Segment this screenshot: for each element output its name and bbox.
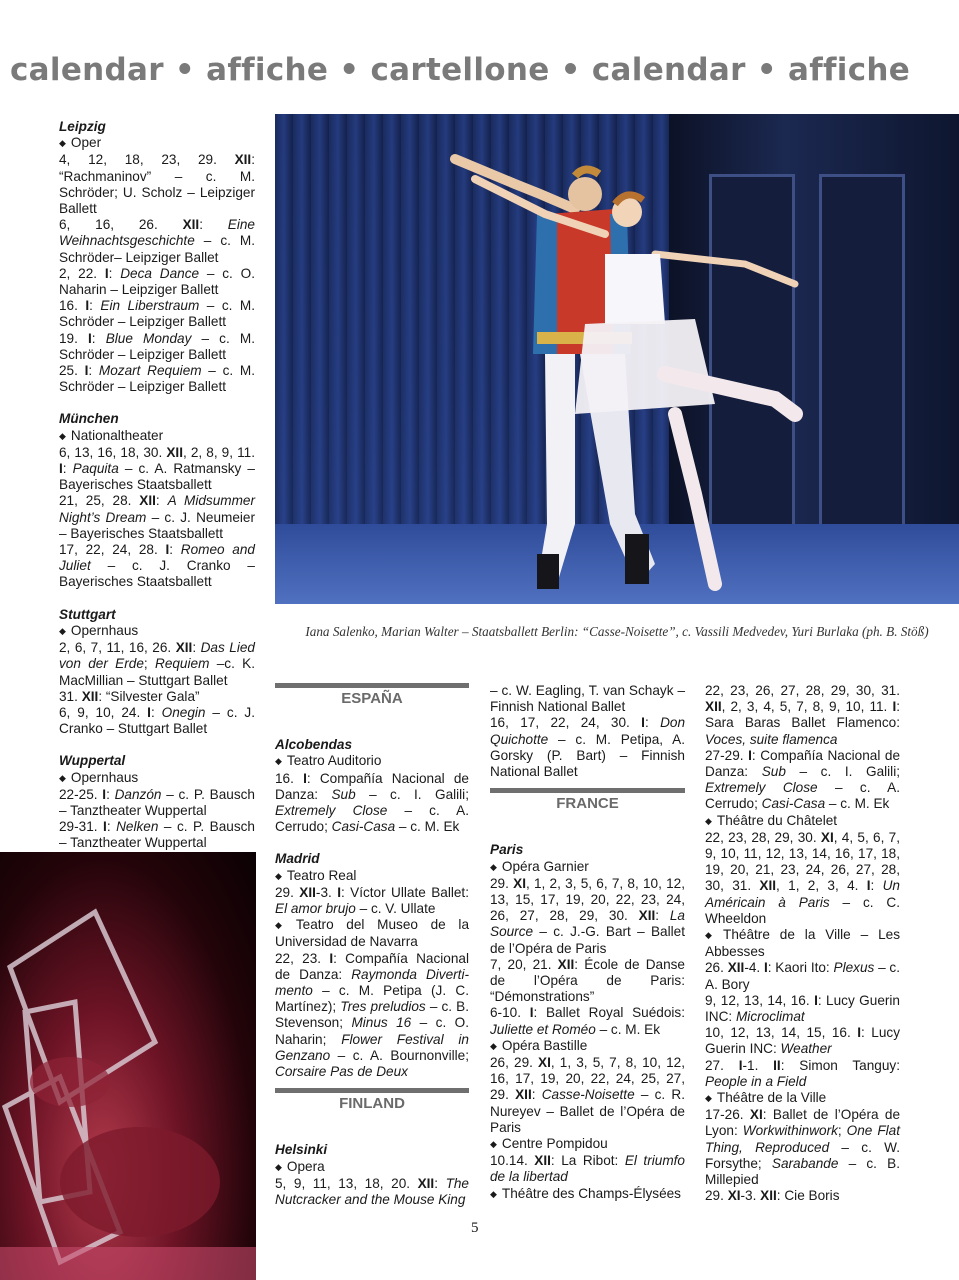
venue-stuttgart-opernhaus: ◆ Opernhaus [59,623,255,640]
venue-wuppertal-opernhaus: ◆ Opernhaus [59,770,255,787]
venue-opera-bastille: ◆ Opéra Bastille [490,1038,685,1055]
list-item: 4, 12, 18, 23, 29. XII: “Rachmaninov” – c. M. Schröder; U. Scholz – Leipziger Ballett [59,152,255,217]
list-item: 7, 20, 21. XII: École de Danse de l’Opéra de Paris: “Démonstrations” [490,956,685,1005]
list-item: 19. I: Blue Monday – c. M. Schröder – Leipziger Ballett [59,330,255,362]
list-item: 6, 13, 16, 18, 30. XII, 2, 8, 9, 11. I: Paquita – c. A. Ratmansky – Bayerisches Staatsballett [59,444,255,493]
list-item: 6-10. I: Ballet Royal Suédois: Juliette et Roméo – c. M. Ek [490,1005,685,1037]
city-munchen: München [59,411,119,427]
photo-caption: Iana Salenko, Marian Walter – Staatsballett Berlin: “Casse-Noisette”, c. Vassili Medvedev, Yuri Burlaka (ph. B. Stöß) [305,624,929,639]
venue-theatre-chatelet: ◆ Théâtre du Châtelet [705,813,900,830]
page-header: calendar • affiche • cartellone • calendar • affiche [10,52,911,88]
list-item: 6, 16, 26. XII: Eine Weihnachtsgeschichte – c. M. Schröder– Leipziger Ballet [59,217,255,265]
dancers-figure [275,114,959,604]
list-item: 22-25. I: Danzón – c. P. Bausch – Tanztheater Wuppertal [59,786,255,818]
list-item: 17, 22, 24, 28. I: Romeo and Juliet – c. J. Cranko – Bayerisches Staatsballett [59,542,255,590]
column-germany [59,119,255,852]
list-item: 10.14. XII: La Ribot: El triumfo de la libertad [490,1153,685,1185]
city-helsinki: Helsinki [275,1142,328,1158]
list-item: 26. XII-4. I: Kaori Ito: Plexus – c. A. Bory [705,960,901,992]
list-item: 2, 22. I: Deca Dance – c. O. Naharin – Leipziger Ballett [59,265,255,298]
list-item: 6, 9, 10, 24. I: Onegin – c. J. Cranko – Stuttgart Ballet [59,704,255,737]
ballet-photo [275,114,959,604]
city-leipzig: Leipzig [59,119,106,134]
venue-leipzig-oper: ◆ Oper [59,135,255,152]
list-item: 22, 23. I: Compañía Nacional de Danza: Raymonda Diverti-mento – c. M. Petipa (J. C. Martínez); Tres preludios – c. B. Stevenson; Minus 16 – c. O. Naharin; Flower Festival in Genzano – c. A. Bournonville; Corsaire Pas de Deux [275,950,470,1080]
list-item: 9, 12, 13, 14, 16. I: Lucy Guerin INC: Microclimat [705,992,900,1025]
list-item: 26, 29. XI, 1, 3, 5, 7, 8, 10, 12, 16, 17, 19, 20, 22, 24, 25, 27, 29. XII: Casse-Noisette – c. R. Nureyev – Ballet de l’Opéra de Paris [490,1055,685,1135]
city-madrid: Madrid [275,851,320,867]
venue-teatro-auditorio: ◆ Teatro Auditorio [275,753,469,770]
list-item: 29. XII-3. I: Víctor Ullate Ballet: El amor brujo – c. V. Ullate [275,884,469,917]
column-finland-france [490,683,685,1203]
section-header-espana: ESPAÑA [275,683,469,707]
section-header-finland: FINLAND [275,1088,469,1112]
list-item: 29. XI-3. XII: Cie Boris [705,1188,840,1204]
list-item: 31. XII: “Silvester Gala” [59,688,200,704]
list-item: 22, 23, 26, 27, 28, 29, 30, 31. XII, 2, 3, 4, 5, 7, 8, 9, 10, 11. I: Sara Baras Ballet Flamenco: Voces, suite flamenca [705,683,900,747]
list-item: 27. I-1. II: Simon Tanguy: People in a Field [705,1057,900,1089]
column-paris-continued [705,683,900,1205]
dance-photo-red [0,852,256,1280]
venue-opera-helsinki: ◆ Opera [275,1159,469,1176]
venue-champs-elysees: ◆ Théâtre des Champs-Élysées [490,1186,685,1203]
list-item: – c. W. Eagling, T. van Schayk – Finnish National Ballet [490,683,685,715]
list-item: 17-26. XI: Ballet de l’Opéra de Lyon: Workwithinwork; One Flat Thing, Reproduced – c. W. Forsythe; Sarabande – c. B. Millepied [705,1107,901,1188]
list-item: 27-29. I: Compañía Nacional de Danza: Sub – c. I. Galili; Extremely Close – c. A. Cerrudo; Casi-Casa – c. M. Ek [705,747,901,812]
venue-centre-pompidou: ◆ Centre Pompidou [490,1136,685,1153]
list-item: 25. I: Mozart Requiem – c. M. Schröder – Leipziger Ballett [59,363,255,395]
frames-figure [0,852,256,1280]
list-item: 5, 9, 11, 13, 18, 20. XII: The Nutcracker and the Mouse King [275,1175,469,1208]
list-item: 16. I: Ein Liberstraum – c. M. Schröder – Leipziger Ballett [59,298,255,330]
venue-theatre-de-la-ville: ◆ Théâtre de la Ville [705,1090,900,1107]
list-item: 10, 12, 13, 14, 15, 16. I: Lucy Guerin INC: Weather [705,1025,900,1057]
list-item: 29. XI, 1, 2, 3, 5, 6, 7, 8, 10, 12, 13, 15, 17, 19, 20, 22, 23, 24, 26, 27, 28, 29, 30. XII: La Source – c. J.-G. Bart – Ballet de l’Opéra de Paris [490,875,685,956]
city-alcobendas: Alcobendas [275,737,353,753]
list-item: 2, 6, 7, 11, 16, 26. XII: Das Lied von der Erde; Requiem –c. K. MacMillian – Stuttgart Ballet [59,640,255,688]
list-item: 29-31. I: Nelken – c. P. Bausch – Tanztheater Wuppertal [59,819,255,851]
column-espana-finland [275,683,469,1208]
city-wuppertal: Wuppertal [59,753,126,769]
list-item: 22, 23, 28, 29, 30. XI, 4, 5, 6, 7, 9, 10, 11, 12, 13, 14, 16, 17, 18, 19, 20, 21, 23, 24, 26, 27, 28, 30, 31. XII, 1, 2, 3, 4. I: Un Américain à Paris – c. C. Wheeldon [705,829,901,926]
list-item: 16, 17, 22, 24, 30. I: Don Quichotte – c. M. Petipa, A. Gorsky (P. Bart) – Finnish National Ballet [490,715,685,780]
city-stuttgart: Stuttgart [59,606,116,622]
venue-nationaltheater: ◆ Nationaltheater [59,428,255,445]
section-header-france: FRANCE [490,788,685,812]
list-item: 16. I: Compañía Nacional de Danza: Sub – c. I. Galili; Extremely Close – c. A. Cerrudo; Casi-Casa – c. M. Ek [275,770,469,835]
list-item: 21, 25, 28. XII: A Midsummer Night’s Dream – c. J. Neumeier – Bayerisches Staatsballett [59,493,256,541]
venue-theatre-abbesses: ◆ Théâtre de la Ville – Les Abbesses [705,927,900,960]
page-number: 5 [471,1220,479,1236]
venue-opera-garnier: ◆ Opéra Garnier [490,859,685,876]
venue-teatro-museo: ◆ Teatro del Museo de la Universidad de Navarra [275,917,469,950]
venue-teatro-real: ◆ Teatro Real [275,868,469,885]
city-paris: Paris [490,842,524,858]
